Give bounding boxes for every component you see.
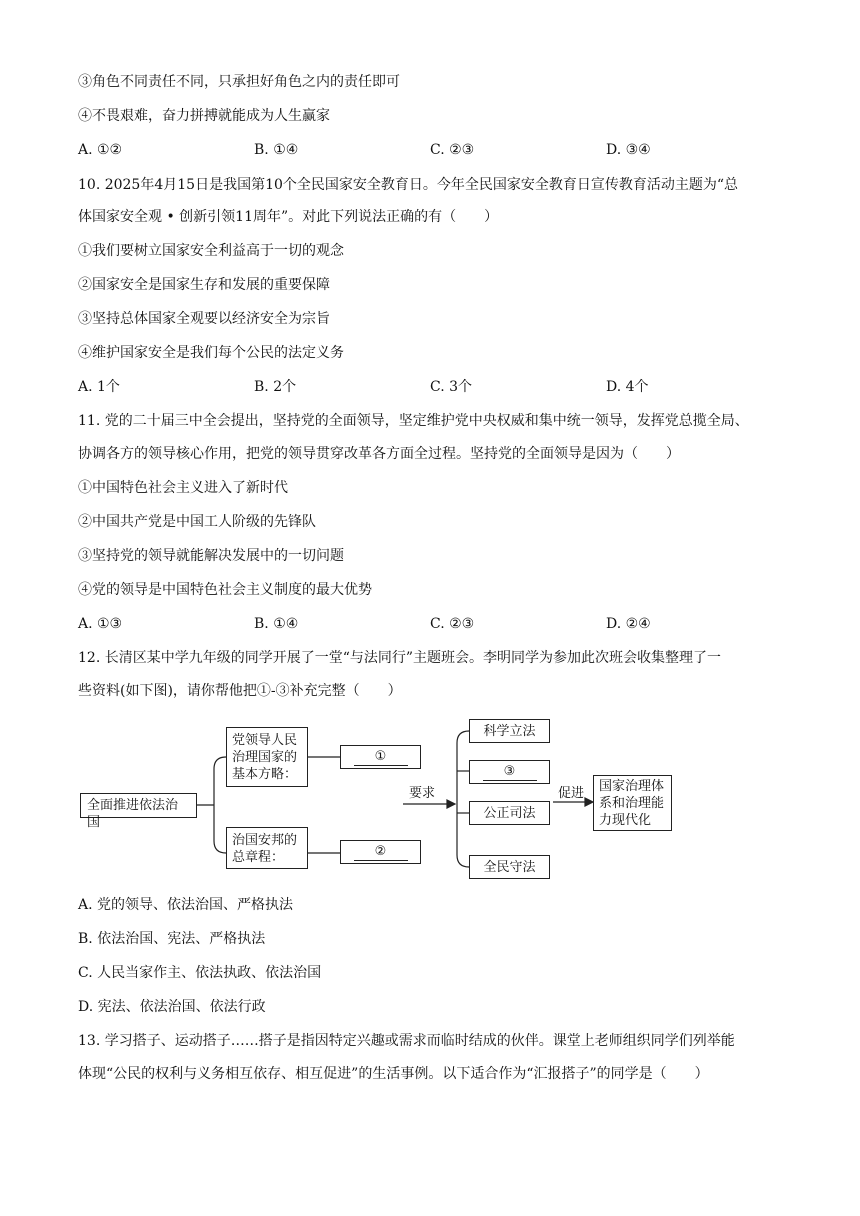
diagram-item-4: 全民守法	[469, 855, 550, 879]
q12-option-c[interactable]: C. 人民当家作主、依法执政、依法治国	[78, 965, 322, 981]
branch-2-line-1: 治国安邦的	[232, 833, 298, 848]
result-line-2: 系和治理能	[599, 796, 665, 811]
diagram-require-label: 要求	[409, 786, 436, 801]
branch-1-line-3: 基本方略：	[232, 767, 298, 782]
q10-option-d[interactable]: D. 4个	[606, 379, 649, 395]
diagram-item-3: 公正司法	[469, 801, 550, 825]
q12-stem-line1: 12. 长清区某中学九年级的同学开展了一堂“与法同行”主题班会。李明同学为参加此次班会收集整理了一	[78, 650, 722, 666]
q11-stem-line2: 协调各方的领导核心作用，把党的领导贯穿改革各方面全过程。坚持党的全面领导是因为（ ）	[78, 446, 680, 462]
q11-stem-line1: 11. 党的二十届三中全会提出，坚持党的全面领导，坚定维护党中央权威和集中统一领导，发挥党总揽全局、	[78, 413, 749, 429]
diagram-blank-1	[340, 745, 421, 769]
q11-option-a[interactable]: A. ①③	[78, 616, 123, 632]
q11-statement-4: ④党的领导是中国特色社会主义制度的最大优势	[78, 582, 372, 598]
blank-1-label: ①	[354, 748, 408, 766]
q13-stem-line1: 13. 学习搭子、运动搭子……搭子是指因特定兴趣或需求而临时结成的伙伴。课堂上老师组织同学们列举能	[78, 1033, 735, 1049]
q9-option-c[interactable]: C. ②③	[430, 142, 475, 158]
q12-stem-line2: 些资料(如下图)，请你帮他把①-③补充完整（ ）	[78, 683, 402, 699]
q12-option-d[interactable]: D. 宪法、依法治国、依法行政	[78, 999, 266, 1015]
q9-option-d[interactable]: D. ③④	[606, 142, 651, 158]
q11-option-b[interactable]: B. ①④	[254, 616, 299, 632]
diagram-item-1: 科学立法	[469, 719, 550, 743]
diagram-branch-2	[226, 827, 308, 869]
diagram-branch-1	[226, 727, 308, 787]
branch-2-line-2: 总章程：	[232, 850, 285, 865]
q10-option-b[interactable]: B. 2个	[254, 379, 297, 395]
branch-1-line-2: 治理国家的	[232, 750, 298, 765]
diagram-blank-2	[340, 840, 421, 864]
q10-statement-1: ①我们要树立国家安全利益高于一切的观念	[78, 243, 344, 259]
q10-statement-2: ②国家安全是国家生存和发展的重要保障	[78, 277, 330, 293]
q10-stem-line1: 10. 2025年4月15日是我国第10个全民国家安全教育日。今年全民国家安全教育日宣传教育活动主题为“总	[78, 177, 739, 193]
q9-statement-4: ④不畏艰难，奋力拼搏就能成为人生赢家	[78, 108, 330, 124]
q10-option-a[interactable]: A. 1个	[78, 379, 120, 395]
q12-option-a[interactable]: A. 党的领导、依法治国、严格执法	[78, 897, 294, 913]
q11-statement-3: ③坚持党的领导就能解决发展中的一切问题	[78, 548, 344, 564]
q11-statement-1: ①中国特色社会主义进入了新时代	[78, 480, 288, 496]
diagram-result	[593, 775, 672, 831]
result-line-3: 力现代化	[599, 813, 652, 828]
q11-statement-2: ②中国共产党是中国工人阶级的先锋队	[78, 514, 316, 530]
q9-statement-3: ③角色不同责任不同，只承担好角色之内的责任即可	[78, 74, 400, 90]
diagram-promote-label: 促进	[558, 786, 585, 801]
diagram-item-2	[469, 760, 550, 784]
branch-1-line-1: 党领导人民	[232, 733, 298, 748]
q11-option-d[interactable]: D. ②④	[606, 616, 651, 632]
q9-option-b[interactable]: B. ①④	[254, 142, 299, 158]
blank-3-label: ③	[483, 763, 537, 781]
q10-statement-4: ④维护国家安全是我们每个公民的法定义务	[78, 345, 344, 361]
q11-option-c[interactable]: C. ②③	[430, 616, 475, 632]
diagram-root: 全面推进依法治国	[80, 793, 197, 818]
blank-2-label: ②	[354, 843, 408, 861]
q10-stem-line2: 体国家安全观 • 创新引领11周年”。对此下列说法正确的有（ ）	[78, 209, 499, 225]
q13-stem-line2: 体现“公民的权利与义务相互依存、相互促进”的生活事例。以下适合作为“汇报搭子”的同学是（ ）	[78, 1066, 709, 1082]
result-line-1: 国家治理体	[599, 779, 665, 794]
q10-option-c[interactable]: C. 3个	[430, 379, 473, 395]
q10-statement-3: ③坚持总体国家全观要以经济安全为宗旨	[78, 311, 330, 327]
q9-option-a[interactable]: A. ①②	[78, 142, 123, 158]
q12-option-b[interactable]: B. 依法治国、宪法、严格执法	[78, 931, 266, 947]
